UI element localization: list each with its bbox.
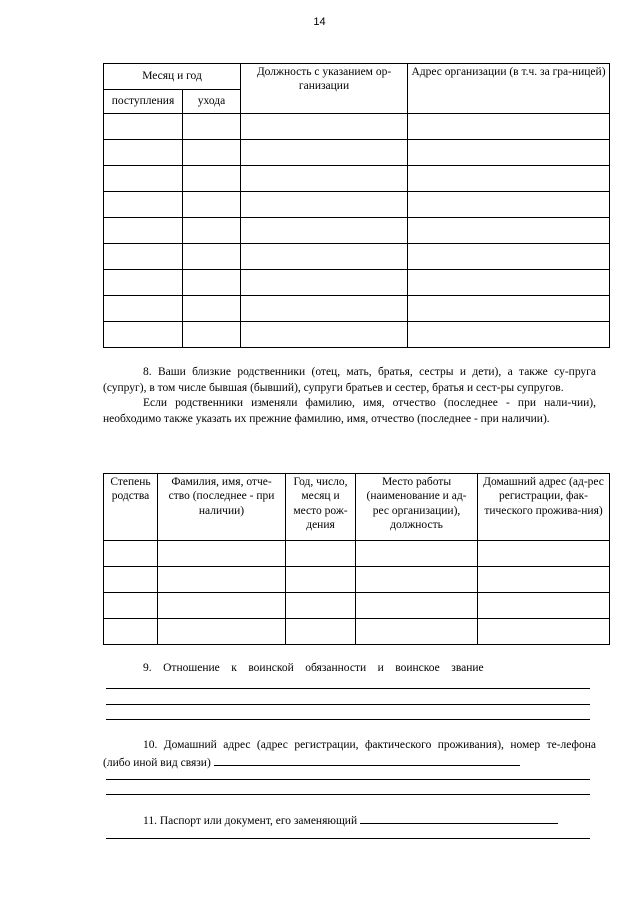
table-row — [104, 619, 610, 645]
header-entry: поступления — [104, 90, 183, 114]
table-row — [104, 322, 610, 348]
table-cell[interactable] — [104, 567, 158, 593]
table-cell[interactable] — [241, 166, 408, 192]
table-row — [104, 166, 610, 192]
table-cell[interactable] — [408, 140, 610, 166]
table-cell[interactable] — [183, 114, 241, 140]
table-cell[interactable] — [478, 541, 610, 567]
table-cell[interactable] — [104, 166, 183, 192]
header-month-year: Месяц и год — [104, 64, 241, 90]
fill-line[interactable] — [106, 688, 590, 689]
table-row — [104, 593, 610, 619]
table-cell[interactable] — [104, 619, 158, 645]
table-cell[interactable] — [183, 192, 241, 218]
header-position: Должность с указанием ор-ганизации — [241, 64, 408, 114]
table-cell[interactable] — [104, 296, 183, 322]
table-cell[interactable] — [158, 619, 286, 645]
table-cell[interactable] — [241, 114, 408, 140]
table-cell[interactable] — [408, 166, 610, 192]
table-cell[interactable] — [241, 322, 408, 348]
section-10-label: 10. Домашний адрес (адрес регистрации, фактического проживания), номер те-лефона (либо иной вид связи) — [103, 739, 596, 769]
table-row — [104, 114, 610, 140]
table-cell[interactable] — [104, 270, 183, 296]
table-row — [104, 192, 610, 218]
header-address: Адрес организации (в т.ч. за гра-ницей) — [408, 64, 610, 114]
table-cell[interactable] — [183, 218, 241, 244]
page-number: 14 — [313, 16, 326, 28]
table-cell[interactable] — [286, 593, 356, 619]
table-cell[interactable] — [356, 593, 478, 619]
table-cell[interactable] — [408, 114, 610, 140]
table-cell[interactable] — [183, 244, 241, 270]
section-11-label: 11. Паспорт или документ, его заменяющий — [143, 815, 358, 827]
header-degree: Степень родства — [104, 474, 158, 541]
table-cell[interactable] — [241, 296, 408, 322]
table-cell[interactable] — [286, 541, 356, 567]
table-cell[interactable] — [104, 322, 183, 348]
table-cell[interactable] — [241, 218, 408, 244]
table-cell[interactable] — [286, 619, 356, 645]
table-cell[interactable] — [478, 567, 610, 593]
table-cell[interactable] — [286, 567, 356, 593]
table-cell[interactable] — [241, 270, 408, 296]
table-cell[interactable] — [104, 541, 158, 567]
header-birth: Год, число, месяц и место рож-дения — [286, 474, 356, 541]
table-cell[interactable] — [478, 619, 610, 645]
header-name: Фамилия, имя, отче-ство (последнее - при наличии) — [158, 474, 286, 541]
fill-line[interactable] — [106, 719, 590, 720]
table-cell[interactable] — [241, 192, 408, 218]
table-row — [104, 140, 610, 166]
table-cell[interactable] — [104, 114, 183, 140]
fill-line[interactable] — [106, 838, 590, 839]
table-cell[interactable] — [408, 322, 610, 348]
table-cell[interactable] — [408, 296, 610, 322]
table-cell[interactable] — [183, 140, 241, 166]
section-10-text — [103, 738, 596, 771]
fill-line[interactable] — [214, 754, 520, 766]
fill-line[interactable] — [106, 794, 590, 795]
table-cell[interactable] — [183, 296, 241, 322]
fill-line[interactable] — [360, 812, 558, 824]
table-row — [104, 270, 610, 296]
table-cell[interactable] — [158, 567, 286, 593]
relatives-table — [103, 473, 610, 645]
header-work: Место работы (наименование и ад-рес организации), должность — [356, 474, 478, 541]
section-8-text — [103, 365, 596, 427]
table-cell[interactable] — [356, 541, 478, 567]
fill-line[interactable] — [106, 779, 590, 780]
table-cell[interactable] — [408, 192, 610, 218]
table-cell[interactable] — [104, 218, 183, 244]
table-cell[interactable] — [408, 244, 610, 270]
table-cell[interactable] — [104, 140, 183, 166]
table-cell[interactable] — [158, 593, 286, 619]
table-cell[interactable] — [356, 619, 478, 645]
table-cell[interactable] — [104, 192, 183, 218]
table-cell[interactable] — [158, 541, 286, 567]
header-home: Домашний адрес (ад-рес регистрации, фак-тического прожива-ния) — [478, 474, 610, 541]
section-11-text — [103, 812, 596, 830]
table-cell[interactable] — [408, 218, 610, 244]
table-cell[interactable] — [241, 244, 408, 270]
table-row — [104, 218, 610, 244]
table-cell[interactable] — [478, 593, 610, 619]
table-cell[interactable] — [183, 166, 241, 192]
table-row — [104, 567, 610, 593]
table-cell[interactable] — [183, 270, 241, 296]
table-cell[interactable] — [241, 140, 408, 166]
table-cell[interactable] — [356, 567, 478, 593]
header-leave: ухода — [183, 90, 241, 114]
section-8-paragraph-1: 8. Ваши близкие родственники (отец, мать, братья, сестры и дети), а также су-пруга (супруг), в том числе бывшая (бывший), супруги братьев и сестер, братья и сест-ры супругов. — [103, 366, 596, 394]
section-8-paragraph-2: Если родственники изменяли фамилию, имя, отчество (последнее - при нали-чии), необходимо также указать их прежние фамилию, имя, отчество (последнее - при наличии). — [103, 397, 596, 425]
table-cell[interactable] — [408, 270, 610, 296]
fill-line[interactable] — [106, 704, 590, 705]
table-row — [104, 244, 610, 270]
table-row — [104, 296, 610, 322]
employment-table — [103, 63, 610, 348]
table-row — [104, 541, 610, 567]
table-cell[interactable] — [104, 244, 183, 270]
section-9-text: 9. Отношение к воинской обязанности и воинское звание — [143, 662, 484, 674]
table-cell[interactable] — [183, 322, 241, 348]
table-cell[interactable] — [104, 593, 158, 619]
